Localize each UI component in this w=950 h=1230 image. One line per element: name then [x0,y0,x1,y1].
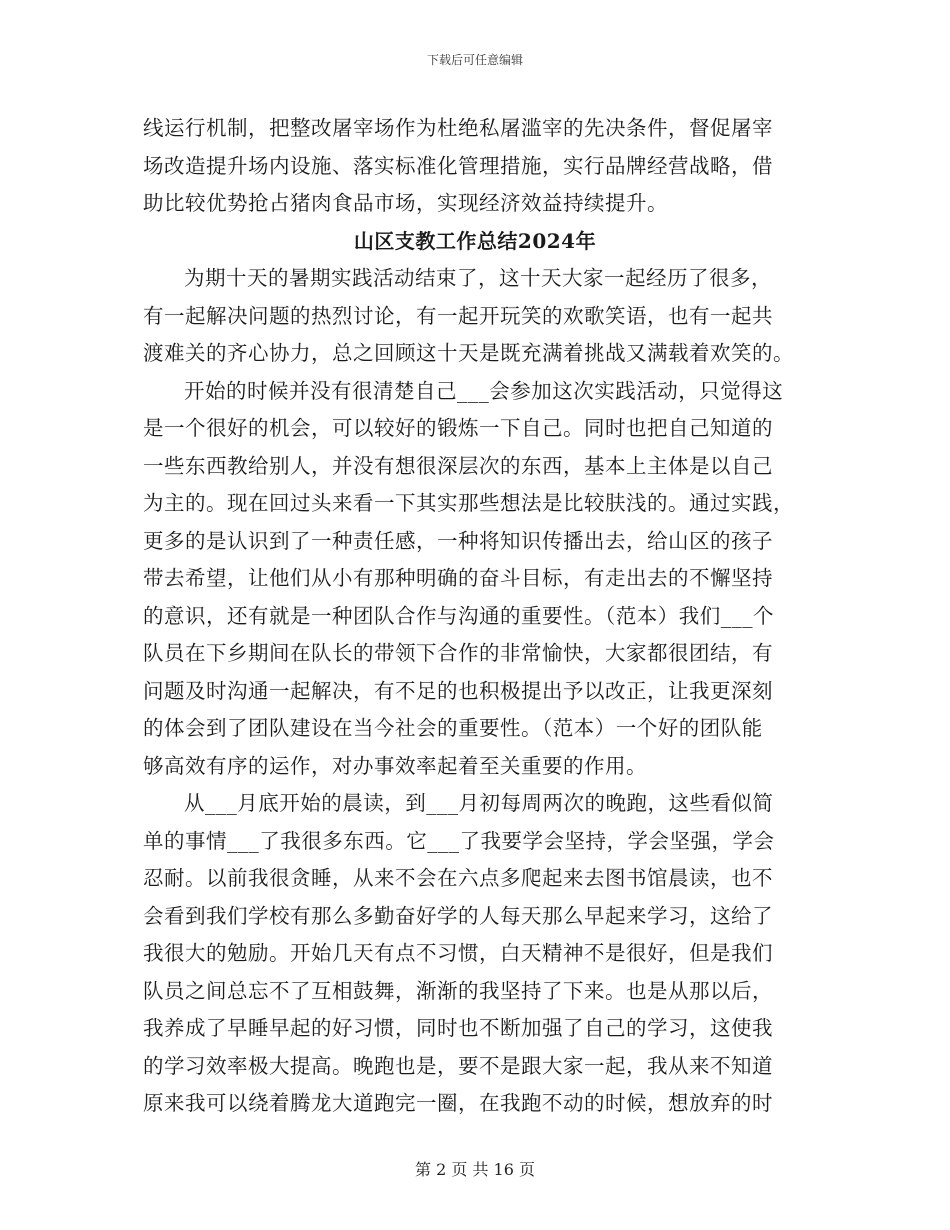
page-footer: 第 2 页 共 16 页 [415,1160,535,1179]
text-line: 我很大的勉励。开始几天有点不习惯，白天精神不是很好，但是我们 [143,941,773,965]
text-line: 有一起解决问题的热烈讨论，有一起开玩笑的欢歌笑语，也有一起共 [143,303,773,328]
text-line: 队员在下乡期间在队长的带领下合作的非常愉快，大家都很团结，有 [143,641,773,665]
text-line: 忍耐。以前我很贪睡，从来不会在六点多爬起来去图书馆晨读，也不 [143,866,773,890]
text-line: 是一个很好的机会，可以较好的锻炼一下自己。同时也把自己知道的 [143,416,773,440]
text-line: 的意识，还有就是一种团队合作与沟通的重要性。（范本）我们___个 [143,603,774,628]
text-line: 我养成了早睡早起的好习惯，同时也不断加强了自己的学习，这使我 [143,1016,773,1040]
section-title: 山区支教工作总结2024年 [353,228,597,253]
text-line: 单的事情___了我很多东西。它___了我要学会坚持，学会坚强，学会 [143,828,775,853]
text-line: 一些东西教给别人，并没有想很深层次的东西，基本上主体是以自己 [143,453,773,478]
text-line: 原来我可以绕着腾龙大道跑完一圈，在我跑不动的时候，想放弃的时 [143,1091,773,1115]
text-line: 更多的是认识到了一种责任感，一种将知识传播出去，给山区的孩子 [143,528,773,553]
text-line: 的学习效率极大提高。晚跑也是，要不是跟大家一起，我从来不知道 [143,1053,773,1078]
text-line: 队员之间总忘不了互相鼓舞，渐渐的我坚持了下来。也是从那以后， [143,978,773,1003]
text-line: 问题及时沟通一起解决，有不足的也积极提出予以改正，让我更深刻 [143,678,773,703]
text-line: 助比较优势抢占猪肉食品市场，实现经济效益持续提升。 [143,191,668,215]
text-line: 为主的。现在回过头来看一下其实那些想法是比较肤浅的。通过实践， [143,491,794,515]
text-line: 开始的时候并没有很清楚自己___会参加这次实践活动，只觉得这 [184,378,784,403]
text-line: 从___月底开始的晨读，到___月初每周两次的晚跑，这些看似简 [184,791,774,815]
text-line: 够高效有序的运作，对办事效率起着至关重要的作用。 [143,753,647,778]
text-line: 为期十天的暑期实践活动结束了，这十天大家一起经历了很多， [184,266,772,290]
text-line: 渡难关的齐心协力，总之回顾这十天是既充满着挑战又满载着欢笑的。 [143,341,794,365]
text-line: 线运行机制，把整改屠宰场作为杜绝私屠滥宰的先决条件，督促屠宰 [143,116,773,140]
text-line: 的体会到了团队建设在当今社会的重要性。（范本）一个好的团队能 [143,716,763,740]
page-header: 下载后可任意编辑 [426,53,523,67]
text-line: 会看到我们学校有那么多勤奋好学的人每天那么早起来学习，这给了 [143,903,773,928]
text-line: 场改造提升场内设施、落实标准化管理措施，实行品牌经营战略，借 [143,153,773,178]
document-body [143,110,807,1123]
text-line: 带去希望，让他们从小有那种明确的奋斗目标，有走出去的不懈坚持 [143,566,773,590]
